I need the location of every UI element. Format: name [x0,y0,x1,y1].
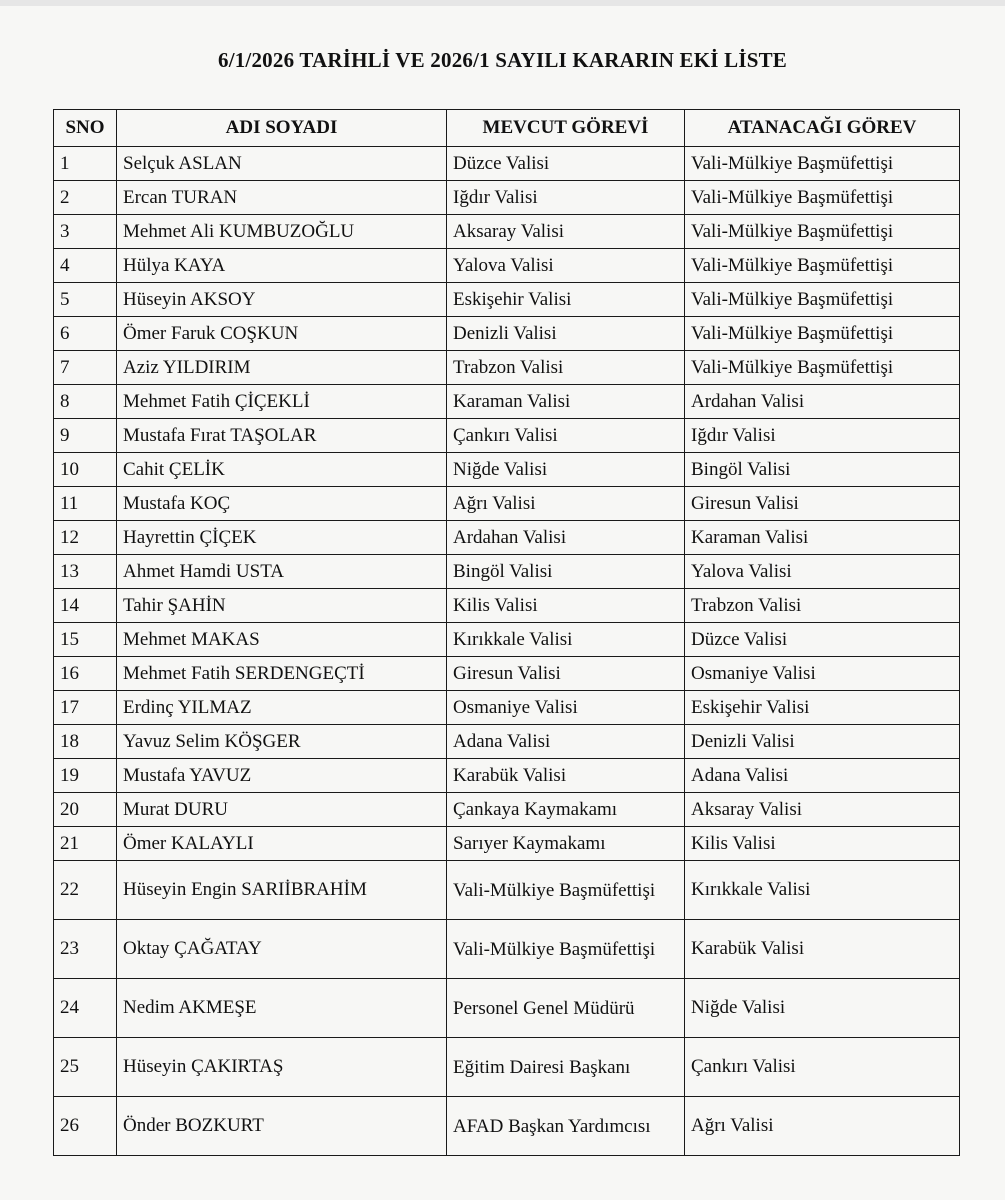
cell-current-post: Yalova Valisi [447,249,685,283]
cell-sno: 7 [54,351,117,385]
cell-current-post: Ağrı Valisi [447,487,685,521]
table-row [54,979,960,1038]
cell-current-post: Eskişehir Valisi [447,283,685,317]
cell-current-post: Karabük Valisi [447,759,685,793]
header-sno: SNO [54,110,117,147]
cell-name: Hayrettin ÇİÇEK [117,521,447,555]
cell-sno: 17 [54,691,117,725]
cell-new-post: Çankırı Valisi [685,1038,960,1097]
cell-name: Hülya KAYA [117,249,447,283]
cell-current-post: Kırıkkale Valisi [447,623,685,657]
cell-current-post: Çankaya Kaymakamı [447,793,685,827]
cell-name: Aziz YILDIRIM [117,351,447,385]
cell-sno: 13 [54,555,117,589]
cell-current-post: Osmaniye Valisi [447,691,685,725]
cell-name: Mustafa KOÇ [117,487,447,521]
cell-current-post: Vali-Mülkiye Başmüfettişi [447,920,685,979]
cell-name: Oktay ÇAĞATAY [117,920,447,979]
cell-new-post: Vali-Mülkiye Başmüfettişi [685,249,960,283]
table-row [54,920,960,979]
cell-new-post: Karaman Valisi [685,521,960,555]
cell-name: Ahmet Hamdi USTA [117,555,447,589]
cell-current-post: Personel Genel Müdürü [447,979,685,1038]
appointment-table [53,109,960,1156]
cell-new-post: Adana Valisi [685,759,960,793]
cell-new-post: Ardahan Valisi [685,385,960,419]
cell-current-post: AFAD Başkan Yardımcısı [447,1097,685,1156]
cell-sno: 23 [54,920,117,979]
cell-new-post: Karabük Valisi [685,920,960,979]
cell-new-post: Vali-Mülkiye Başmüfettişi [685,215,960,249]
table-row [54,657,960,691]
cell-new-post: Kırıkkale Valisi [685,861,960,920]
cell-name: Mustafa YAVUZ [117,759,447,793]
table-row [54,555,960,589]
table-row [54,351,960,385]
cell-name: Hüseyin ÇAKIRTAŞ [117,1038,447,1097]
table-row [54,589,960,623]
cell-new-post: Iğdır Valisi [685,419,960,453]
cell-new-post: Vali-Mülkiye Başmüfettişi [685,283,960,317]
cell-name: Erdinç YILMAZ [117,691,447,725]
cell-new-post: Vali-Mülkiye Başmüfettişi [685,181,960,215]
cell-current-post: Denizli Valisi [447,317,685,351]
cell-sno: 10 [54,453,117,487]
table-row [54,419,960,453]
cell-sno: 6 [54,317,117,351]
cell-current-post: Aksaray Valisi [447,215,685,249]
cell-current-post: Niğde Valisi [447,453,685,487]
cell-current-post: Iğdır Valisi [447,181,685,215]
cell-new-post: Ağrı Valisi [685,1097,960,1156]
table-row [54,691,960,725]
cell-new-post: Giresun Valisi [685,487,960,521]
cell-new-post: Osmaniye Valisi [685,657,960,691]
cell-name: Mehmet Ali KUMBUZOĞLU [117,215,447,249]
table-row [54,827,960,861]
table-row [54,385,960,419]
table-row [54,215,960,249]
table-row [54,521,960,555]
table-header-row [54,110,960,147]
table-body [54,147,960,1156]
table-row [54,861,960,920]
cell-name: Ömer Faruk COŞKUN [117,317,447,351]
cell-name: Mustafa Fırat TAŞOLAR [117,419,447,453]
header-new-post: ATANACAĞI GÖREV [685,110,960,147]
cell-name: Yavuz Selim KÖŞGER [117,725,447,759]
cell-sno: 12 [54,521,117,555]
table-row [54,725,960,759]
cell-name: Cahit ÇELİK [117,453,447,487]
cell-sno: 8 [54,385,117,419]
cell-new-post: Niğde Valisi [685,979,960,1038]
cell-new-post: Eskişehir Valisi [685,691,960,725]
cell-sno: 18 [54,725,117,759]
cell-sno: 9 [54,419,117,453]
table-row [54,1038,960,1097]
table-row [54,623,960,657]
cell-new-post: Denizli Valisi [685,725,960,759]
table-row [54,181,960,215]
cell-current-post: Eğitim Dairesi Başkanı [447,1038,685,1097]
cell-sno: 14 [54,589,117,623]
cell-sno: 11 [54,487,117,521]
cell-name: Önder BOZKURT [117,1097,447,1156]
cell-sno: 16 [54,657,117,691]
cell-sno: 24 [54,979,117,1038]
cell-current-post: Düzce Valisi [447,147,685,181]
cell-new-post: Bingöl Valisi [685,453,960,487]
cell-name: Tahir ŞAHİN [117,589,447,623]
header-current-post: MEVCUT GÖREVİ [447,110,685,147]
table-row [54,759,960,793]
cell-name: Ercan TURAN [117,181,447,215]
cell-sno: 4 [54,249,117,283]
cell-current-post: Vali-Mülkiye Başmüfettişi [447,861,685,920]
cell-new-post: Trabzon Valisi [685,589,960,623]
cell-new-post: Vali-Mülkiye Başmüfettişi [685,351,960,385]
cell-current-post: Giresun Valisi [447,657,685,691]
document-title: 6/1/2026 TARİHLİ VE 2026/1 SAYILI KARARIN EKİ LİSTE [218,48,787,72]
cell-sno: 26 [54,1097,117,1156]
cell-current-post: Karaman Valisi [447,385,685,419]
cell-name: Selçuk ASLAN [117,147,447,181]
cell-sno: 21 [54,827,117,861]
cell-current-post: Sarıyer Kaymakamı [447,827,685,861]
cell-new-post: Kilis Valisi [685,827,960,861]
cell-name: Ömer KALAYLI [117,827,447,861]
table-row [54,317,960,351]
cell-current-post: Adana Valisi [447,725,685,759]
table-row [54,453,960,487]
table-row [54,1097,960,1156]
cell-current-post: Ardahan Valisi [447,521,685,555]
header-name: ADI SOYADI [117,110,447,147]
cell-current-post: Bingöl Valisi [447,555,685,589]
table-row [54,249,960,283]
cell-name: Mehmet Fatih SERDENGEÇTİ [117,657,447,691]
cell-sno: 20 [54,793,117,827]
cell-sno: 22 [54,861,117,920]
cell-sno: 19 [54,759,117,793]
cell-sno: 5 [54,283,117,317]
cell-sno: 3 [54,215,117,249]
cell-sno: 15 [54,623,117,657]
cell-current-post: Trabzon Valisi [447,351,685,385]
table-row [54,793,960,827]
cell-sno: 1 [54,147,117,181]
cell-name: Hüseyin Engin SARIİBRAHİM [117,861,447,920]
cell-sno: 25 [54,1038,117,1097]
cell-new-post: Vali-Mülkiye Başmüfettişi [685,147,960,181]
cell-sno: 2 [54,181,117,215]
table-row [54,487,960,521]
cell-name: Nedim AKMEŞE [117,979,447,1038]
cell-name: Murat DURU [117,793,447,827]
cell-name: Mehmet Fatih ÇİÇEKLİ [117,385,447,419]
cell-new-post: Yalova Valisi [685,555,960,589]
cell-new-post: Düzce Valisi [685,623,960,657]
table-row [54,147,960,181]
cell-name: Mehmet MAKAS [117,623,447,657]
table-row [54,283,960,317]
cell-new-post: Aksaray Valisi [685,793,960,827]
cell-current-post: Kilis Valisi [447,589,685,623]
cell-name: Hüseyin AKSOY [117,283,447,317]
cell-new-post: Vali-Mülkiye Başmüfettişi [685,317,960,351]
cell-current-post: Çankırı Valisi [447,419,685,453]
